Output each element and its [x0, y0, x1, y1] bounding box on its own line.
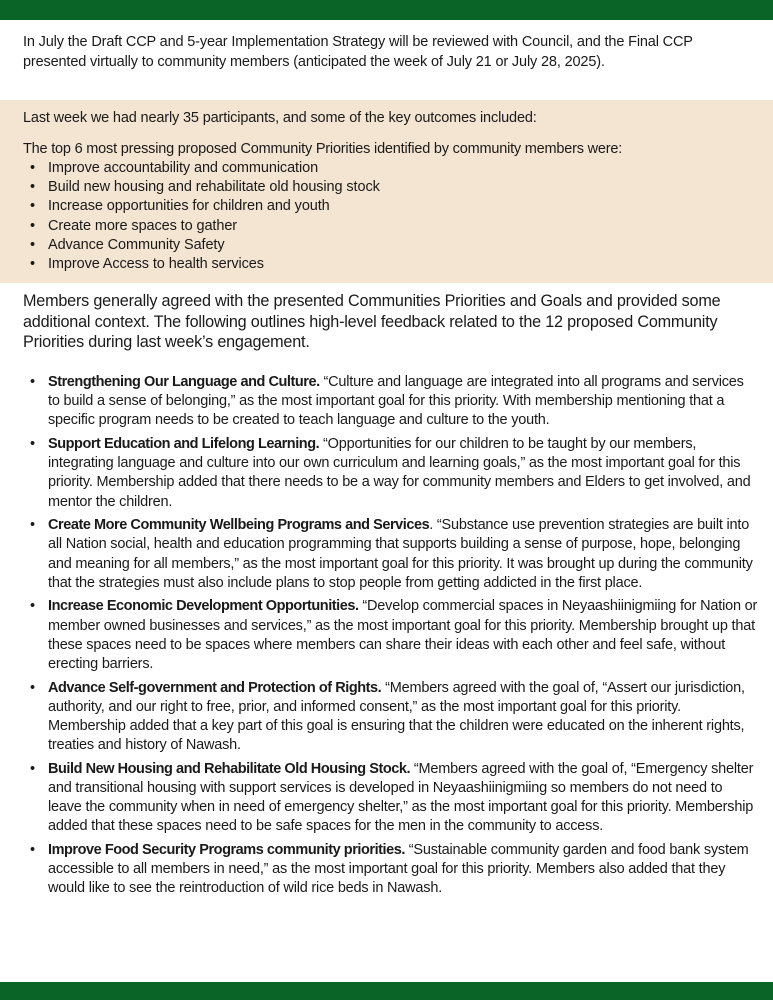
list-item: • Build new housing and rehabilitate old housing stock [30, 178, 380, 197]
feedback-item [30, 760, 758, 837]
priority-feedback-list [30, 373, 758, 903]
bullet-icon: • [30, 256, 35, 273]
list-item: • Increase opportunities for children and youth [30, 197, 380, 216]
feedback-title: Advance Self-government and Protection of Rights. [48, 679, 382, 696]
feedback-title: Increase Economic Development Opportunities. [48, 598, 359, 615]
feedback-body: “Opportunities for our children to be taught by our members, integrating language and culture into our own curriculum and learning goals,” as the most important goal for this priority. Membership added that there needs to be a way for community members and Elders to get involved, and mentor the children. [48, 436, 751, 510]
outcomes-lead: Last week we had nearly 35 participants, and some of the key outcomes included: [23, 110, 537, 126]
feedback-body: . “Substance use prevention strategies are built into all Nation social, health and education programming that supports building a sense of purpose, hope, belonging and meaning for all members,” as the most important goal for this priority. It was brought up during the community that the strategies must also include plans to stop people from getting addicted in the first place. [48, 517, 753, 591]
feedback-body: “Sustainable community garden and food bank system accessible to all members in need,” as the most important goal for this priority. Members also added that they would like to see the reintroduction of wild rice beds in Nawash. [48, 842, 749, 897]
feedback-body: “Culture and language are integrated into all programs and services to build a sense of belonging,” as the most important goal for this priority. With membership mentioning that a specific program needs to be created to teach language and culture to the youth. [48, 374, 744, 429]
feedback-item [30, 373, 758, 431]
feedback-title: Build New Housing and Rehabilitate Old Housing Stock. [48, 760, 411, 777]
priorities-list-intro: The top 6 most pressing proposed Community Priorities identified by community members were: [23, 141, 623, 157]
feedback-body: “Members agreed with the goal of, “Assert our jurisdiction, authority, and our right to free, prior, and informed consent,” as the most important goal for this priority. Membership added that a key part of this goal is ensuring that the children were educated on the inherent rights, treaties and history of Nawash. [48, 679, 745, 754]
bullet-icon: • [30, 436, 35, 452]
list-item: • Create more spaces to gather [30, 217, 380, 236]
bullet-icon: • [30, 517, 35, 534]
bullet-icon: • [30, 236, 35, 253]
feedback-title: Support Education and Lifelong Learning. [48, 436, 320, 452]
feedback-item [30, 597, 758, 674]
bottom-green-bar [0, 982, 773, 1000]
bullet-icon: • [30, 679, 35, 696]
feedback-item [30, 679, 758, 756]
list-item: • Advance Community Safety [30, 236, 380, 255]
feedback-item [30, 435, 758, 512]
top-green-bar [0, 0, 773, 20]
bullet-icon: • [30, 842, 35, 859]
feedback-body: “Members agreed with the goal of, “Emergency shelter and transitional housing with support services is developed in Neyaashiinigmiing so members do not need to leave the community when in need of emergency shelter,” as the most important goal for this priority. Membership added that these spaces need to be safe spaces for the men in the community to access. [48, 760, 754, 835]
feedback-body: “Develop commercial spaces in Neyaashiinigmiing for Nation or member owned businesses and services,” as the most important goal for this priority. Membership brought up that these spaces need to be spaces where members can share their ideas with each other and feel safe, without erecting barriers. [48, 598, 758, 673]
list-item: • Improve Access to health services [30, 255, 380, 274]
bullet-icon: • [30, 760, 35, 777]
bullet-icon: • [30, 160, 35, 176]
intro-paragraph: In July the Draft CCP and 5-year Implementation Strategy will be reviewed with Council, and the Final CCP presented virtually to community members (anticipated the week of July 21 or July 28, 2025). [23, 34, 693, 70]
list-item: • Improve accountability and communication [30, 159, 380, 178]
bullet-icon: • [30, 198, 35, 215]
feedback-title: Improve Food Security Programs community priorities. [48, 842, 405, 859]
feedback-item [30, 841, 758, 899]
feedback-title: Create More Community Wellbeing Programs and Services [48, 517, 430, 534]
bullet-icon: • [30, 179, 35, 196]
top-priorities-list [30, 159, 380, 274]
feedback-item [30, 516, 758, 593]
bullet-icon: • [30, 374, 35, 390]
key-outcomes-panel [0, 100, 773, 283]
bullet-icon: • [30, 598, 35, 615]
summary-paragraph: Members generally agreed with the presented Communities Priorities and Goals and provided some additional context. The following outlines high-level feedback related to the 12 proposed Community Priorities during last week’s engagement. [23, 292, 721, 352]
bullet-icon: • [30, 217, 35, 234]
feedback-title: Strengthening Our Language and Culture. [48, 374, 320, 390]
